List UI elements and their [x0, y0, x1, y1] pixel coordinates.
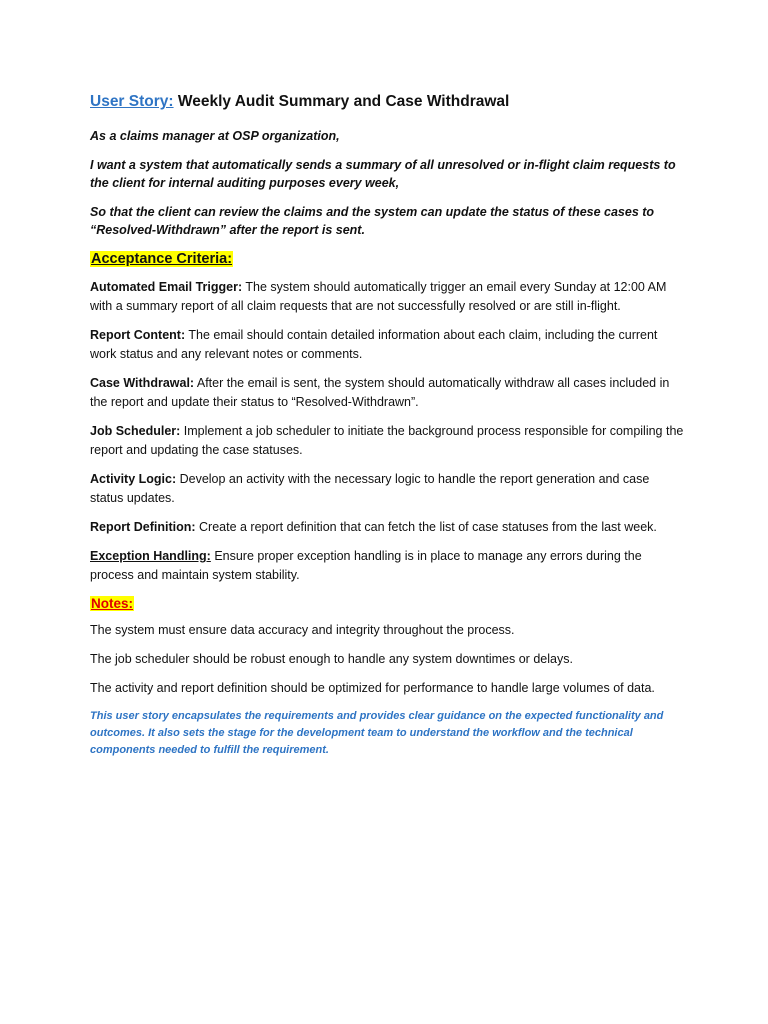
story-as-a: As a claims manager at OSP organization, — [90, 129, 340, 143]
story-i-want: I want a system that automatically sends a summary of all unresolved or in-flight claim requests to the client for internal auditing purposes every week, — [90, 158, 676, 190]
page-title — [90, 93, 686, 111]
criteria-text: Develop an activity with the necessary logic to handle the report generation and case status updates. — [90, 472, 650, 505]
acceptance-heading-wrap — [90, 250, 686, 278]
criteria-label: Exception Handling: — [90, 549, 211, 563]
criteria-label: Activity Logic: — [90, 472, 177, 486]
criteria-text: Ensure proper exception handling is in place to manage any errors during the process and maintain system stability. — [90, 549, 642, 582]
criteria-exception-handling — [90, 547, 686, 585]
criteria-text: Create a report definition that can fetch the list of case statuses from the last week. — [195, 520, 657, 534]
criteria-label: Automated Email Trigger: — [90, 280, 243, 294]
criteria-activity-logic — [90, 470, 686, 508]
criteria-text: The system should automatically trigger an email every Sunday at 12:00 AM with a summary report of all claim requests that are not successfully resolved or are still in-flight. — [90, 280, 667, 313]
acceptance-criteria-heading: Acceptance Criteria: — [91, 251, 233, 267]
criteria-label: Report Content: — [90, 328, 186, 342]
criteria-report-content — [90, 326, 686, 364]
criteria-job-scheduler — [90, 422, 686, 460]
document-page — [90, 93, 686, 759]
story-so-that: So that the client can review the claims and the system can update the status of these cases to “Resolved-Withdrawn” after the report is sent. — [90, 205, 655, 237]
summary-paragraph: This user story encapsulates the requirements and provides clear guidance on the expected functionality and outcomes. It also sets the stage for the development team to understand the workflow and the technical components needed to fulfill the requirement. — [90, 710, 664, 756]
criteria-label: Job Scheduler: — [90, 424, 181, 438]
criteria-text: Implement a job scheduler to initiate the background process responsible for compiling the report and updating the case statuses. — [90, 424, 684, 457]
note-item: The activity and report definition should be optimized for performance to handle large volumes of data. — [90, 681, 655, 695]
notes-heading-wrap — [90, 595, 686, 621]
criteria-label: Case Withdrawal: — [90, 376, 195, 390]
criteria-label: Report Definition: — [90, 520, 196, 534]
criteria-email-trigger — [90, 278, 686, 316]
note-item: The job scheduler should be robust enough to handle any system downtimes or delays. — [90, 652, 573, 666]
criteria-case-withdrawal — [90, 374, 686, 412]
title-prefix: User Story: — [90, 93, 174, 110]
note-item: The system must ensure data accuracy and integrity throughout the process. — [90, 623, 515, 637]
title-text: Weekly Audit Summary and Case Withdrawal — [173, 93, 510, 110]
criteria-report-definition — [90, 518, 686, 537]
criteria-text: After the email is sent, the system should automatically withdraw all cases included in the report and update their status to “Resolved-Withdrawn”. — [90, 376, 670, 409]
notes-heading: Notes: — [91, 596, 134, 611]
criteria-text: The email should contain detailed information about each claim, including the current work status and any relevant notes or comments. — [90, 328, 658, 361]
